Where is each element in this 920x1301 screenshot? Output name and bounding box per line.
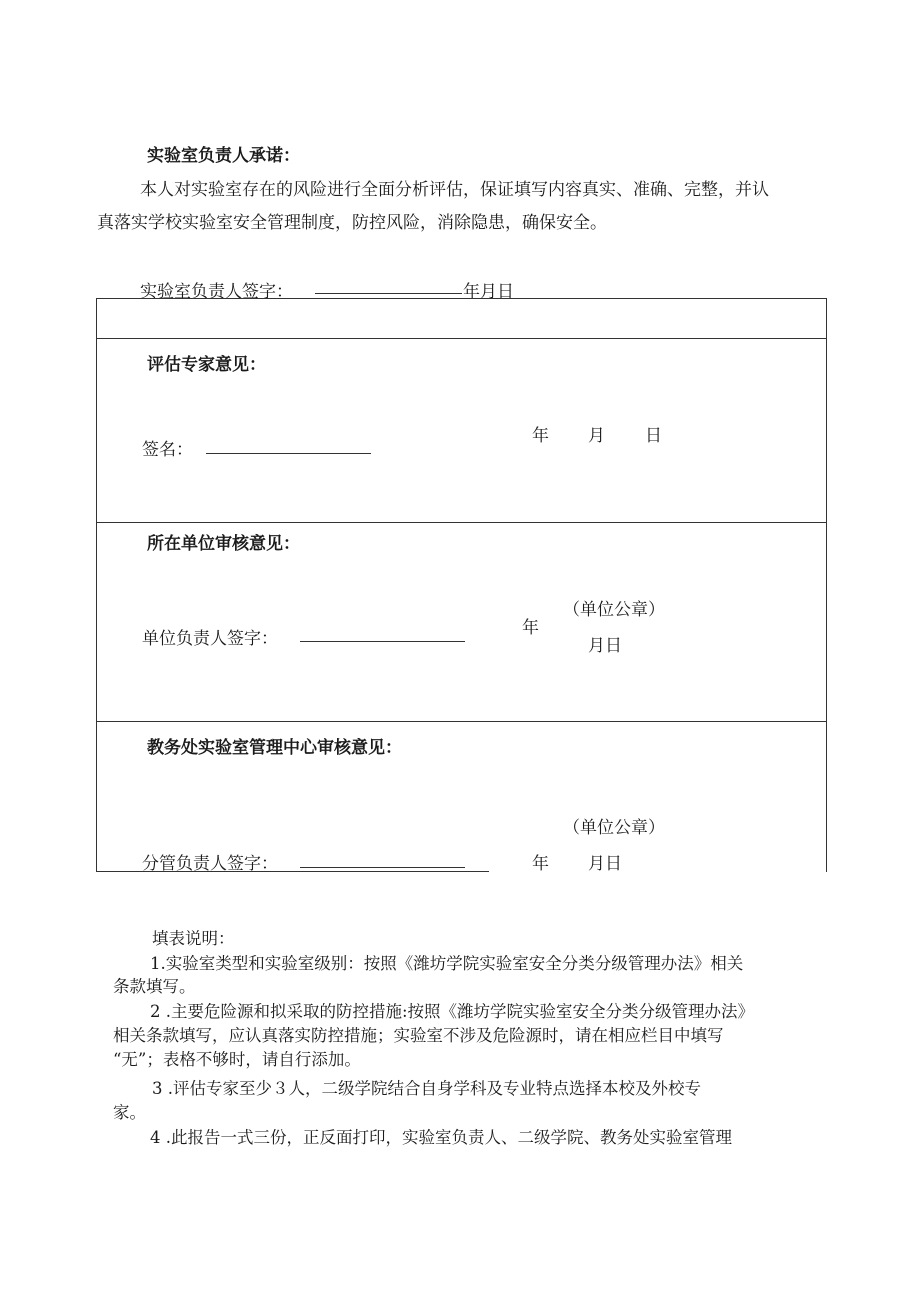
office-year: 年 (532, 854, 549, 874)
commitment-date: 年月日 (463, 282, 514, 302)
note-2-line3: “无”；表格不够时，请自行添加。 (113, 1050, 361, 1069)
note-4-line1: 4 .此报告一式三份，正反面打印，实验室负责人、二级学院、教务处实验室管理 (150, 1128, 732, 1147)
note-1-line1: 1.实验室类型和实验室级别：按照《潍坊学院实验室安全分类分级管理办法》相关 (150, 954, 744, 973)
unit-month-day: 月日 (588, 636, 622, 656)
note-1-line2: 条款填写。 (113, 977, 196, 996)
table-right-border (826, 298, 827, 872)
note-3-line2: 家。 (113, 1103, 146, 1122)
expert-signature-line[interactable] (206, 453, 371, 454)
unit-heading: 所在单位审核意见： (147, 534, 300, 554)
expert-sign-label: 签名： (142, 440, 193, 460)
office-signature-line[interactable] (300, 867, 465, 868)
row-divider-2 (96, 522, 827, 523)
office-heading: 教务处实验室管理中心审核意见： (147, 738, 402, 758)
commitment-text-line2: 真落实学校实验室安全管理制度，防控风险，消除隐患，确保安全。 (97, 213, 607, 233)
office-seal: （单位公章） (563, 818, 665, 838)
expert-month: 月 (588, 426, 605, 446)
note-2-line2: 相关条款填写，应认真落实防控措施；实验室不涉及危险源时，请在相应栏目中填写 (113, 1026, 724, 1045)
note-2-line1: 2 .主要危险源和拟采取的防控措施:按照《潍坊学院实验室安全分类分级管理办法》 (150, 1002, 755, 1021)
note-3-line1: 3 .评估专家至少３人，二级学院结合自身学科及专业特点选择本校及外校专 (152, 1079, 701, 1098)
unit-signature-line[interactable] (300, 641, 465, 642)
unit-year: 年 (522, 618, 539, 638)
row-divider-3 (96, 721, 827, 722)
commitment-sign-label: 实验室负责人签字： (140, 282, 293, 302)
office-month-day: 月日 (588, 854, 622, 874)
table-left-border (96, 298, 97, 872)
commitment-heading: 实验室负责人承诺： (147, 146, 300, 166)
table-top-border (96, 298, 827, 299)
commitment-signature-line[interactable] (315, 293, 462, 294)
unit-seal: （单位公章） (563, 600, 665, 620)
row-divider-1 (96, 338, 827, 339)
expert-heading: 评估专家意见： (147, 355, 266, 375)
expert-year: 年 (532, 426, 549, 446)
unit-sign-label: 单位负责人签字： (142, 629, 278, 649)
office-sign-label: 分管负责人签字： (142, 854, 278, 874)
expert-day: 日 (645, 426, 662, 446)
notes-title: 填表说明： (152, 929, 235, 948)
commitment-text-line1: 本人对实验室存在的风险进行全面分析评估，保证填写内容真实、准确、完整，并认 (140, 180, 769, 200)
